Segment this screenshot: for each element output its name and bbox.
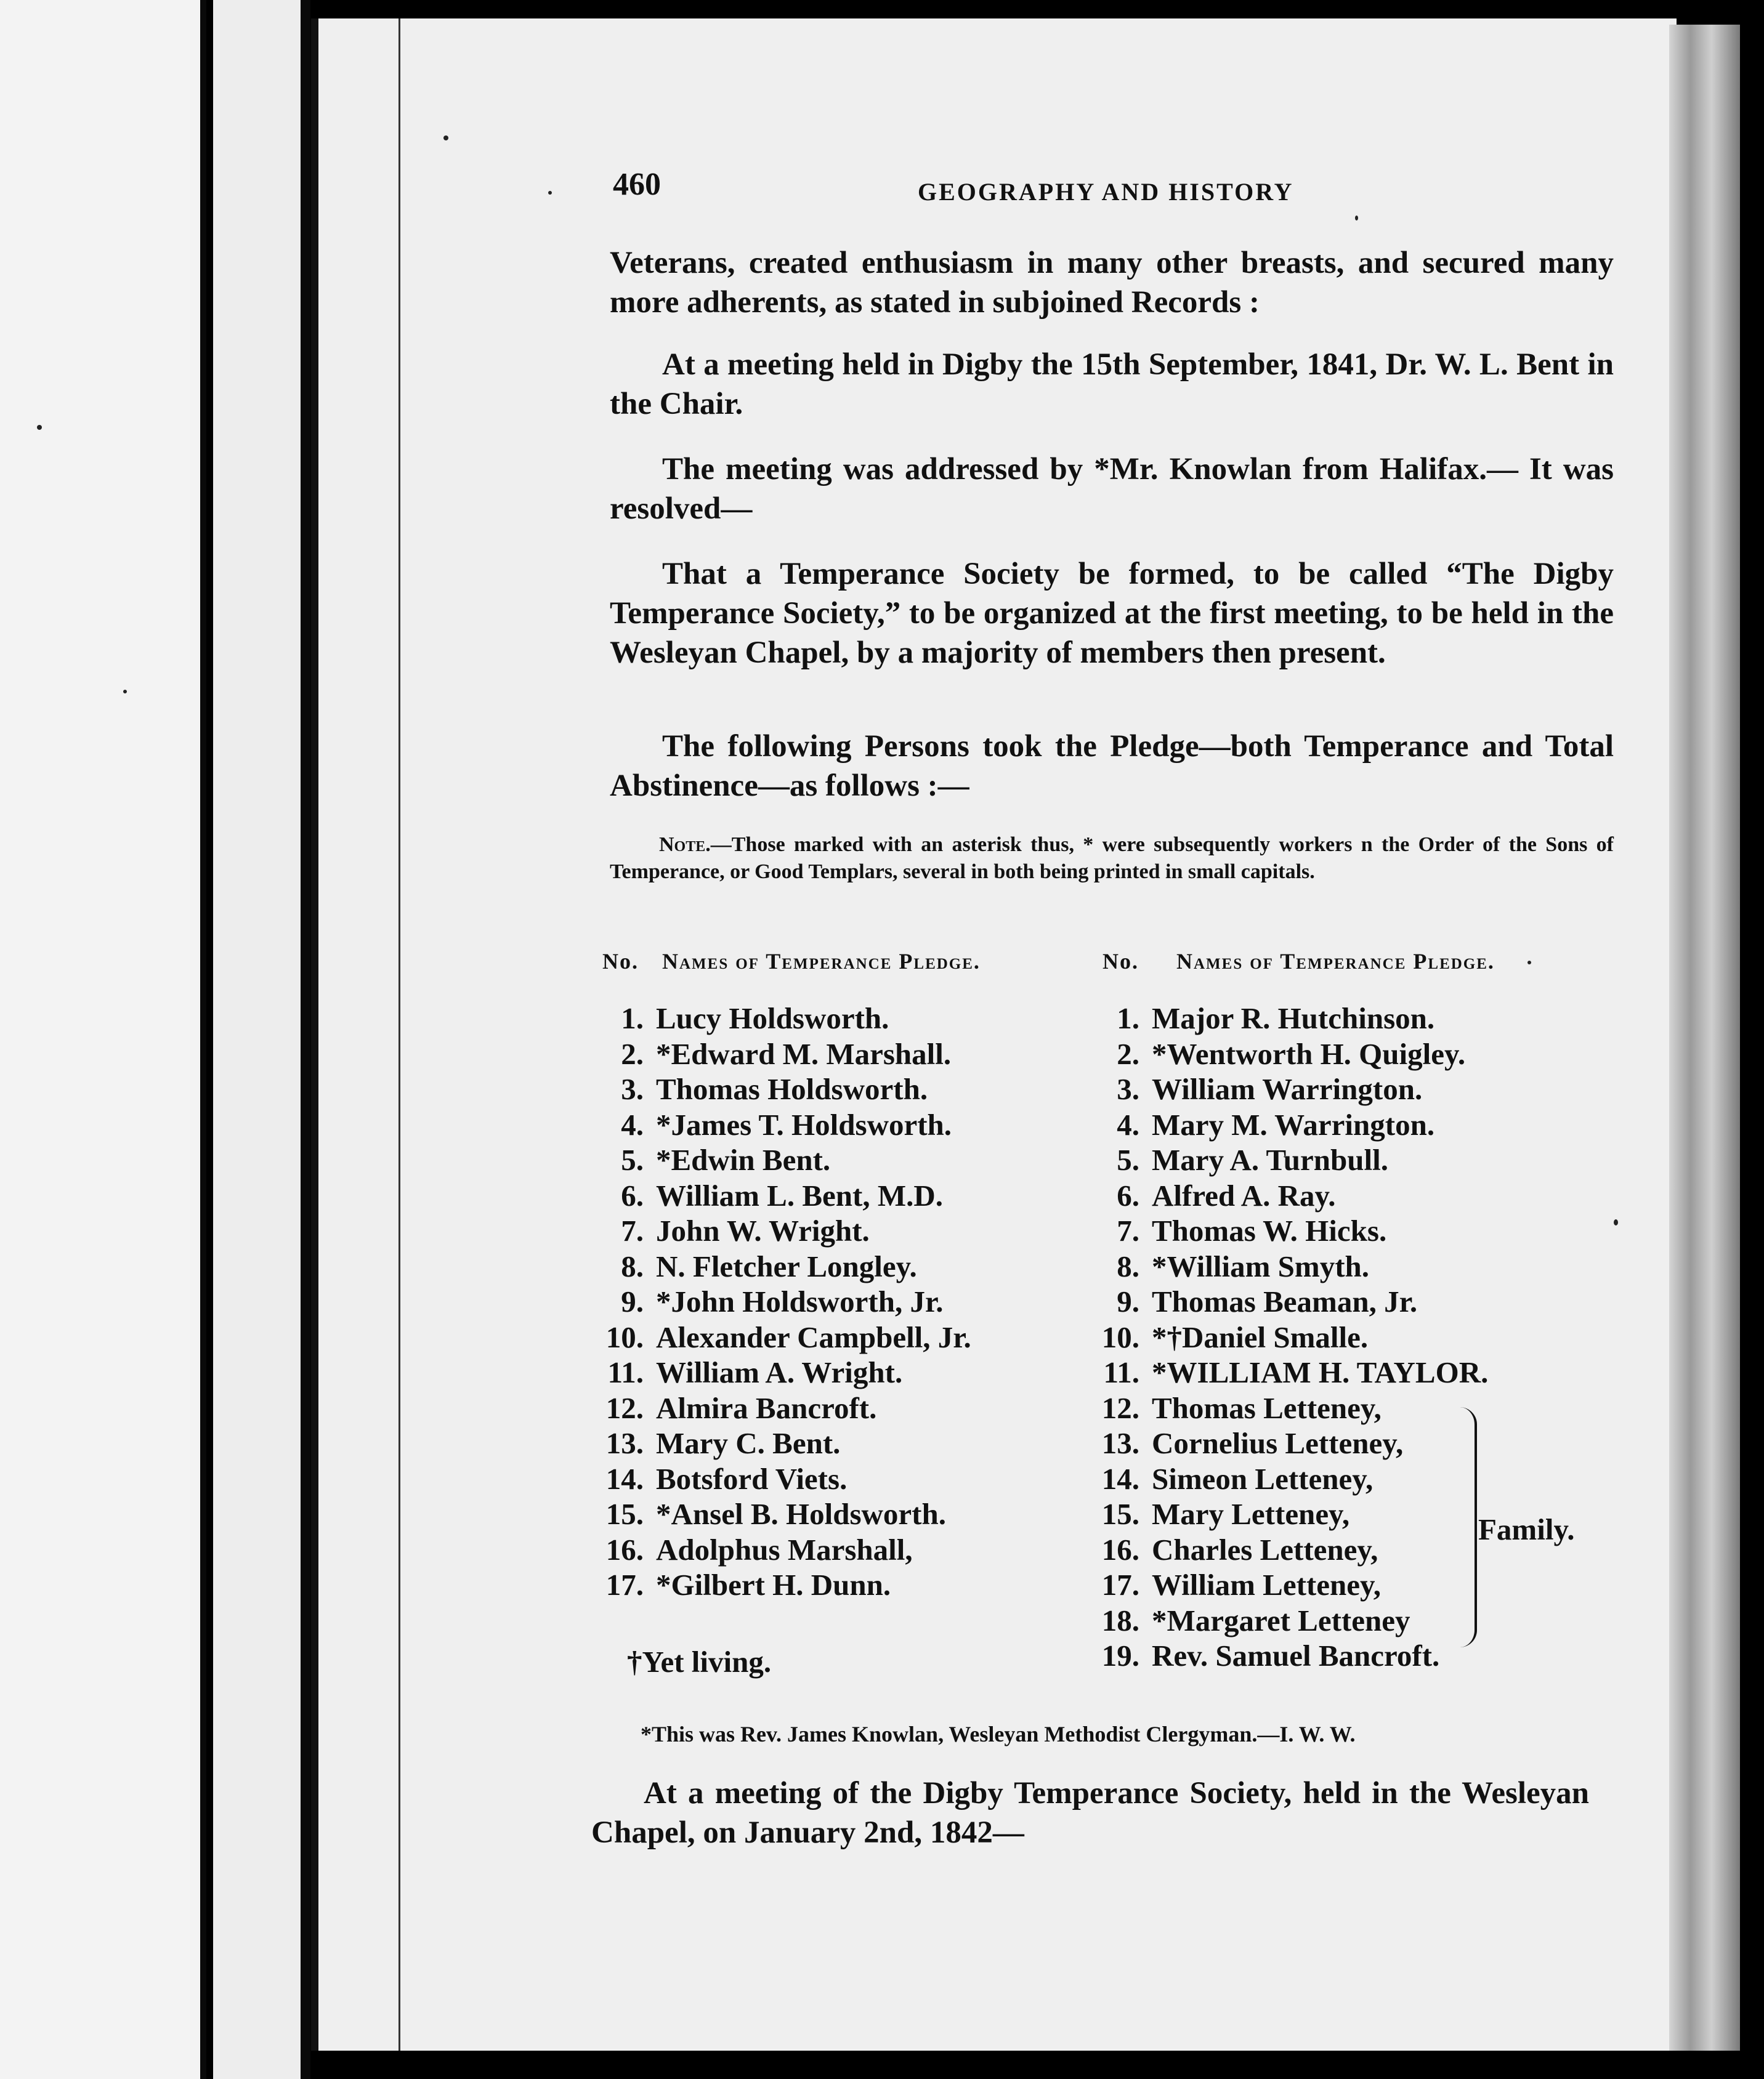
list-item-name: *Edward M. Marshall.: [656, 1036, 952, 1071]
scan-speck: [37, 425, 42, 430]
note: [610, 831, 1614, 886]
list-item-number: 1.: [1117, 1001, 1139, 1035]
list-item-name: N. Fletcher Longley.: [656, 1249, 917, 1283]
list-item-number: 1.: [621, 1001, 644, 1035]
family-brace: [1460, 1407, 1477, 1647]
list-item-number: 12.: [605, 1391, 644, 1425]
page-edge: [1669, 25, 1740, 2051]
list-item-name: *Wentworth H. Quigley.: [1152, 1036, 1466, 1071]
list-item: [594, 1355, 902, 1391]
list-item-number: 16.: [1101, 1532, 1139, 1567]
list-item: [594, 1178, 943, 1214]
list-item-number: 15.: [605, 1497, 644, 1531]
list-item: [594, 1107, 952, 1143]
paragraph: At a meeting held in Digby the 15th September, 1841, Dr. W. L. Bent in the Chair.: [610, 347, 1614, 421]
scan-speck: [1355, 216, 1358, 220]
paragraph: The following Persons took the Pledge—both Temperance and Total Abstinence—as follows :—: [610, 729, 1614, 803]
list-item-name: Thomas Holdsworth.: [656, 1072, 928, 1106]
list-item-name: Mary C. Bent.: [656, 1426, 841, 1460]
running-title: GEOGRAPHY AND HISTORY: [918, 178, 1294, 206]
list-item-number: 15.: [1101, 1497, 1139, 1531]
list-item: [1090, 1426, 1403, 1461]
list-item-number: 9.: [1117, 1285, 1139, 1318]
list-item: [1090, 1249, 1369, 1285]
adjacent-page-strip: [0, 0, 200, 2079]
list-item: [1090, 1107, 1434, 1143]
list-item-number: 9.: [621, 1285, 644, 1318]
list-item: [594, 1391, 876, 1426]
page-fold-line: [399, 18, 400, 2051]
list-item: [594, 1142, 830, 1178]
list-item-number: 6.: [1117, 1178, 1139, 1213]
list-item-number: 3.: [1117, 1072, 1139, 1106]
page-number: 460: [613, 167, 661, 202]
list-item-number: 13.: [605, 1426, 644, 1460]
list-item: [1090, 1142, 1388, 1178]
list-item-name: Alfred A. Ray.: [1152, 1178, 1336, 1213]
family-label: Family.: [1478, 1512, 1575, 1546]
scan-speck: [1614, 1219, 1618, 1225]
list-item: [1090, 1638, 1439, 1674]
list-item-name: *WILLIAM H. TAYLOR.: [1152, 1355, 1489, 1389]
list-item: [1090, 1391, 1382, 1426]
list-item-number: 10.: [605, 1320, 644, 1354]
list-item: [594, 1426, 840, 1461]
gutter-line: [301, 0, 310, 2079]
list-item-number: 5.: [1117, 1143, 1139, 1177]
list-item: [1090, 1355, 1488, 1391]
list-item-number: 16.: [605, 1532, 644, 1567]
list-item: [594, 1036, 951, 1072]
list-item: [1090, 1001, 1434, 1036]
list-item-number: 19.: [1101, 1639, 1139, 1673]
list-item: [1090, 1036, 1465, 1072]
list-item-name: Mary M. Warrington.: [1152, 1107, 1435, 1142]
list-item-name: Thomas Beaman, Jr.: [1152, 1285, 1418, 1318]
list-item: [1090, 1496, 1349, 1532]
scan-speck: [548, 191, 552, 195]
list-item: [594, 1213, 870, 1249]
list-item-number: 10.: [1101, 1320, 1139, 1354]
list-item-number: 8.: [1117, 1249, 1139, 1283]
list-item: [1090, 1072, 1422, 1107]
list-item-name: Lucy Holdsworth.: [656, 1001, 889, 1035]
list-item: [1090, 1320, 1368, 1355]
list-item-number: 7.: [621, 1214, 644, 1248]
list-item: [594, 1461, 847, 1497]
right-names-header: Names of Temperance Pledge.: [1176, 949, 1495, 974]
list-item-number: 4.: [1117, 1107, 1139, 1142]
right-number-header: No.: [1102, 949, 1139, 974]
list-item-name: Thomas Letteney,: [1152, 1391, 1382, 1425]
list-item-name: Adolphus Marshall,: [656, 1532, 913, 1567]
list-item-name: Botsford Viets.: [656, 1461, 848, 1496]
list-item-number: 4.: [621, 1107, 644, 1142]
scan-speck: [1527, 961, 1531, 964]
list-item-number: 12.: [1101, 1391, 1139, 1425]
list-item: [1090, 1603, 1410, 1639]
list-item-name: William Letteney,: [1152, 1568, 1381, 1602]
footnote: *This was Rev. James Knowlan, Wesleyan Methodist Clergyman.—I. W. W.: [641, 1722, 1356, 1746]
list-item: [1090, 1532, 1378, 1568]
list-item-name: Alexander Campbell, Jr.: [656, 1320, 971, 1354]
list-item-number: 17.: [605, 1568, 644, 1602]
list-item: [1090, 1284, 1417, 1320]
list-item: [1090, 1213, 1386, 1249]
list-item-name: *James T. Holdsworth.: [656, 1107, 952, 1142]
list-item: [1090, 1178, 1336, 1214]
list-item-name: Rev. Samuel Bancroft.: [1152, 1639, 1440, 1673]
list-item-number: 17.: [1101, 1568, 1139, 1602]
list-item-number: 18.: [1101, 1603, 1139, 1637]
paragraph: The meeting was addressed by *Mr. Knowlan from Halifax.— It was resolved—: [610, 452, 1614, 526]
list-item-number: 2.: [1117, 1036, 1139, 1071]
yet-living-note: †Yet living.: [627, 1645, 772, 1679]
list-item-name: *William Smyth.: [1152, 1249, 1370, 1283]
list-item-number: 3.: [621, 1072, 644, 1106]
list-item-name: *†Daniel Smalle.: [1152, 1320, 1369, 1354]
left-number-header: No.: [602, 949, 639, 974]
list-item-number: 14.: [605, 1461, 644, 1496]
note-text: —Those marked with an asterisk thus, * were subsequently workers n the Order of the Sons of Temperance, or Good Templars, several in both being printed in small capitals.: [610, 833, 1614, 883]
list-item-number: 6.: [621, 1178, 644, 1213]
list-item-number: 11.: [607, 1355, 644, 1389]
list-item-number: 5.: [621, 1143, 644, 1177]
list-item-name: Charles Letteney,: [1152, 1532, 1378, 1567]
list-item-name: Mary Letteney,: [1152, 1497, 1350, 1531]
list-item-number: 13.: [1101, 1426, 1139, 1460]
note-label: Note.: [659, 833, 711, 856]
list-item: [594, 1320, 971, 1355]
scan-speck: [123, 690, 127, 693]
binding-strip: [213, 0, 301, 2079]
list-item: [594, 1249, 917, 1285]
list-item-name: *Ansel B. Holdsworth.: [656, 1497, 947, 1531]
list-item-name: William L. Bent, M.D.: [656, 1178, 943, 1213]
list-item-name: John W. Wright.: [656, 1214, 870, 1248]
list-item-name: *Edwin Bent.: [656, 1143, 831, 1177]
scan-speck: [443, 135, 448, 140]
list-item-number: 7.: [1117, 1214, 1139, 1248]
list-item-name: William Warrington.: [1152, 1072, 1423, 1106]
list-item: [594, 1496, 946, 1532]
list-item-name: William A. Wright.: [656, 1355, 903, 1389]
list-item-number: 11.: [1103, 1355, 1139, 1389]
list-item: [1090, 1461, 1373, 1497]
list-item-name: Cornelius Letteney,: [1152, 1426, 1404, 1460]
gutter-line: [200, 0, 206, 2079]
list-item-name: *Gilbert H. Dunn.: [656, 1568, 891, 1602]
list-item-name: *John Holdsworth, Jr.: [656, 1285, 944, 1318]
list-item-name: *Margaret Letteney: [1152, 1603, 1410, 1637]
paragraph: Veterans, created enthusiasm in many other breasts, and secured many more adherents, as stated in subjoined Records :: [610, 246, 1614, 320]
list-item: [594, 1284, 944, 1320]
list-item: [594, 1072, 928, 1107]
left-names-header: Names of Temperance Pledge.: [662, 949, 981, 974]
list-item-number: 2.: [621, 1036, 644, 1071]
closing-paragraph: At a meeting of the Digby Temperance Society, held in the Wesleyan Chapel, on January 2nd, 1842—: [591, 1776, 1589, 1850]
list-item-name: Almira Bancroft.: [656, 1391, 877, 1425]
list-item: [594, 1567, 891, 1603]
list-item: [594, 1001, 889, 1036]
list-item-name: Thomas W. Hicks.: [1152, 1214, 1387, 1248]
list-item: [1090, 1567, 1381, 1603]
list-item-number: 8.: [621, 1249, 644, 1283]
list-item-name: Major R. Hutchinson.: [1152, 1001, 1435, 1035]
paragraph: That a Temperance Society be formed, to be called “The Digby Temperance Society,” to be organized at the first meeting, to be held in the Wesleyan Chapel, by a majority of members then present.: [610, 557, 1614, 670]
list-item-number: 14.: [1101, 1461, 1139, 1496]
list-item-name: Mary A. Turnbull.: [1152, 1143, 1388, 1177]
list-item: [594, 1532, 913, 1568]
list-item-name: Simeon Letteney,: [1152, 1461, 1374, 1496]
